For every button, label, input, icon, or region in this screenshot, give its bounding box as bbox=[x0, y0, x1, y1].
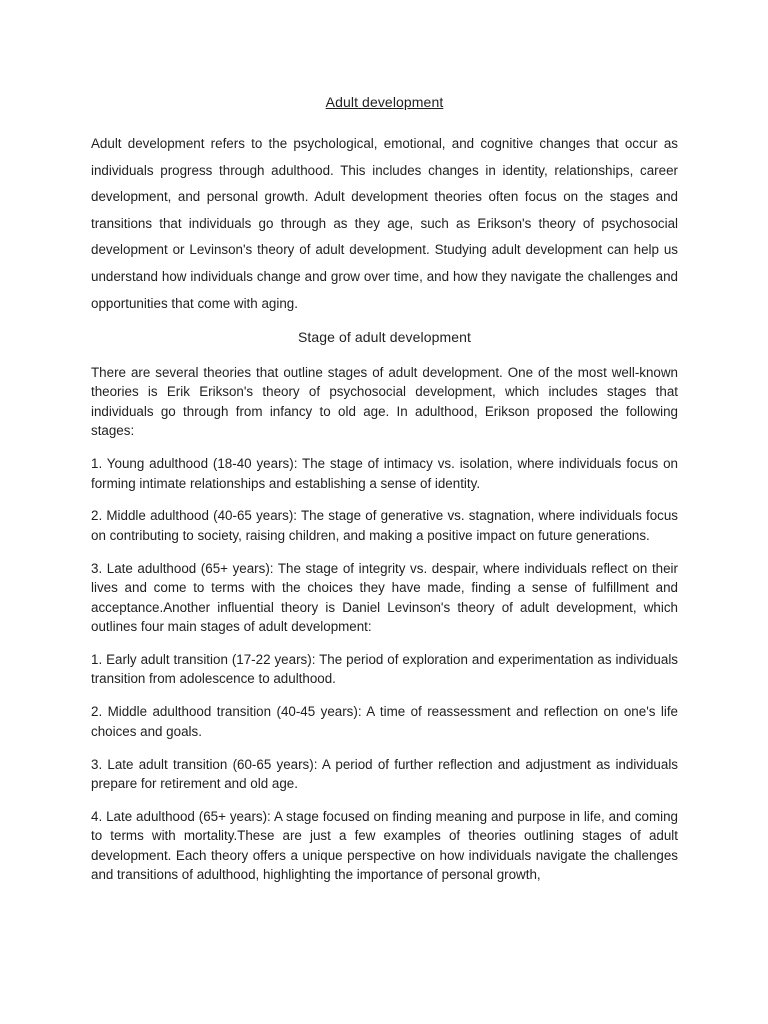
section-body bbox=[91, 363, 678, 898]
paragraph-theories-overview: There are several theories that outline stages of adult development. One of the most well-known theories is Erik Erikson's theory of psychosocial development, which includes stages that individuals go through from infancy to old age. In adulthood, Erikson proposed the following stages: bbox=[91, 365, 678, 439]
section-heading: Stage of adult development bbox=[297, 329, 472, 345]
paragraph-middle-adulthood-transition: 2. Middle adulthood transition (40-45 years): A time of reassessment and reflection on one's life choices and goals. bbox=[91, 704, 678, 739]
paragraph-middle-adulthood: 2. Middle adulthood (40-65 years): The stage of generative vs. stagnation, where individuals focus on contributing to society, raising children, and making a positive impact on future generations. bbox=[91, 508, 678, 543]
paragraph-late-adulthood: 3. Late adulthood (65+ years): The stage of integrity vs. despair, where individuals reflect on their lives and come to terms with the choices they have made, finding a sense of fulfillment and acceptance.Another influential theory is Daniel Levinson's theory of adult development, which outlines four main stages of adult development: bbox=[91, 560, 678, 634]
intro-paragraph: Adult development refers to the psychological, emotional, and cognitive changes that occur as individuals progress through adulthood. This includes changes in identity, relationships, career development, and personal growth. Adult development theories often focus on the stages and transitions that individuals go through as they age, such as Erikson's theory of psychosocial development or Levinson's theory of adult development. Studying adult development can help us understand how individuals change and grow over time, and how they navigate the challenges and opportunities that come with aging. bbox=[91, 136, 678, 311]
paragraph-late-adult-transition: 3. Late adult transition (60-65 years): A period of further reflection and adjustment as individuals prepare for retirement and old age. bbox=[91, 756, 678, 791]
paragraph-young-adulthood: 1. Young adulthood (18-40 years): The stage of intimacy vs. isolation, where individuals focus on forming intimate relationships and establishing a sense of identity. bbox=[91, 456, 678, 491]
paragraph-early-adult-transition: 1. Early adult transition (17-22 years): The period of exploration and experimentation as individuals transition from adolescence to adulthood. bbox=[91, 651, 678, 687]
document-title: Adult development bbox=[325, 94, 444, 110]
paragraph-late-adulthood-levinson: 4. Late adulthood (65+ years): A stage focused on finding meaning and purpose in life, and coming to terms with mortality.These are just a few examples of theories outlining stages of adult development. Each theory offers a unique perspective on how individuals navigate the challenges and transitions of adulthood, highlighting the importance of personal growth, bbox=[91, 808, 678, 883]
